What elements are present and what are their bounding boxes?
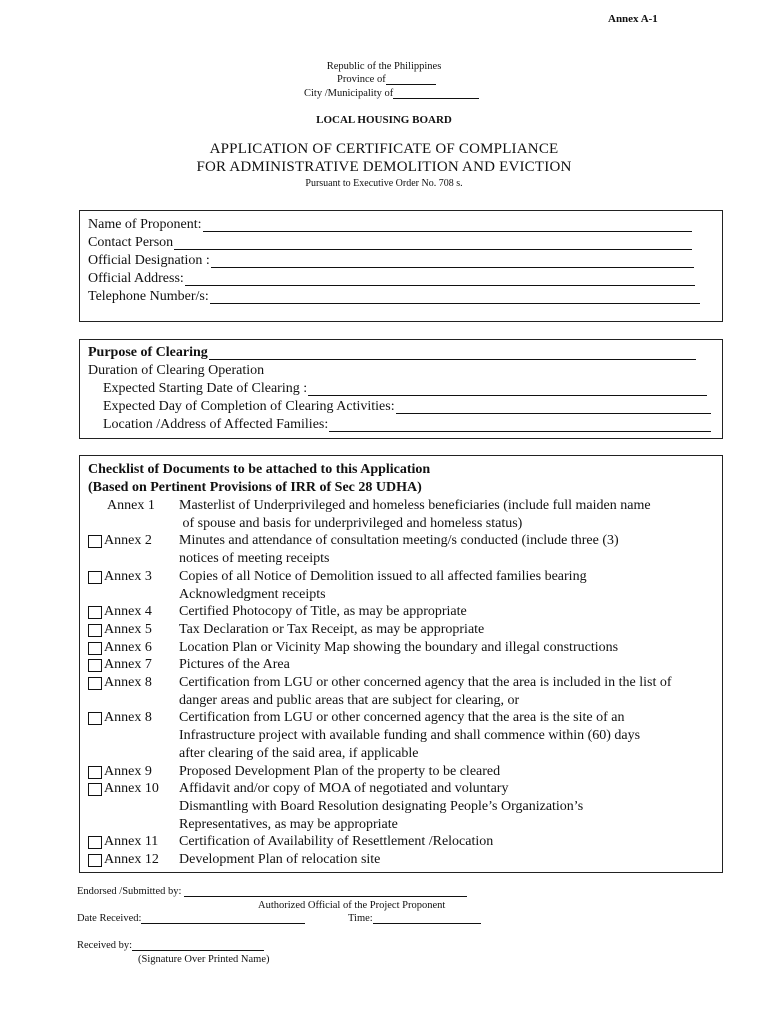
annex-checkbox[interactable] — [88, 535, 102, 548]
location-blank[interactable] — [329, 416, 711, 432]
annex-item-label: Annex 9 — [104, 763, 152, 779]
official-address-blank[interactable] — [185, 270, 695, 286]
annex-item-label: Annex 3 — [104, 568, 152, 584]
start-date-row[interactable] — [103, 380, 707, 398]
purpose-section — [79, 339, 723, 439]
annex-item-description: Minutes and attendance of consultation meeting/s conducted (include three (3) — [179, 533, 619, 549]
annex-item-description: Pictures of the Area — [179, 657, 290, 673]
annex-checkbox[interactable] — [88, 854, 102, 867]
annex-item-description: Certified Photocopy of Title, as may be appropriate — [179, 604, 467, 620]
annex-item-description: danger areas and public areas that are subject for clearing, or — [179, 692, 520, 708]
official-designation-row[interactable] — [88, 252, 694, 270]
annex-checkbox[interactable] — [88, 606, 102, 619]
annex-item-description: Certification from LGU or other concerned agency that the area is included in the list of — [179, 675, 672, 690]
annex-checkbox[interactable] — [88, 836, 102, 849]
annex-item-description: after clearing of the said area, if applicable — [179, 745, 419, 761]
time-label: Time: — [348, 913, 373, 924]
telephone-row[interactable] — [88, 288, 700, 306]
telephone-label: Telephone Number/s: — [88, 289, 209, 304]
annex-checkbox[interactable] — [88, 624, 102, 637]
official-designation-label: Official Designation : — [88, 253, 210, 268]
city-line — [304, 88, 479, 99]
annex-item-label: Annex 5 — [104, 621, 152, 637]
purpose-row[interactable] — [88, 344, 696, 362]
checklist-section — [79, 455, 723, 873]
province-line — [337, 74, 436, 85]
authorized-official-caption: Authorized Official of the Project Proponent — [258, 900, 446, 911]
purpose-label: Purpose of Clearing — [88, 345, 208, 360]
form-title-line2: FOR ADMINISTRATIVE DEMOLITION AND EVICTION — [196, 159, 572, 175]
annex-item-description: Representatives, as may be appropriate — [179, 816, 398, 832]
form-subtitle: Pursuant to Executive Order No. 708 s. — [305, 178, 463, 189]
annex-checkbox[interactable] — [88, 642, 102, 655]
annex-item-label: Annex 6 — [104, 639, 152, 655]
republic-line: Republic of the Philippines — [326, 61, 442, 72]
province-blank[interactable] — [386, 84, 436, 85]
completion-row[interactable] — [103, 398, 711, 416]
official-address-label: Official Address: — [88, 271, 184, 286]
annex-label: Annex A-1 — [608, 13, 658, 25]
annex-item-label: Annex 11 — [104, 834, 159, 850]
contact-person-label: Contact Person — [88, 235, 174, 250]
endorsed-line — [77, 886, 467, 897]
annex-item-label: Annex 2 — [104, 533, 152, 549]
endorsed-blank[interactable] — [184, 896, 467, 897]
signature-caption: (Signature Over Printed Name) — [138, 954, 270, 965]
annex-item-description: Dismantling with Board Resolution designating People’s Organization’s — [179, 798, 584, 814]
endorsed-label: Endorsed /Submitted by: — [77, 886, 182, 897]
proponent-section — [79, 210, 723, 322]
annex-item-description: Location Plan or Vicinity Map showing the boundary and illegal constructions — [179, 639, 619, 655]
annex-item-description: of spouse and basis for underprivileged and homeless status) — [179, 515, 523, 531]
received-by-label: Received by: — [77, 940, 133, 951]
official-address-row[interactable] — [88, 270, 695, 288]
proponent-name-label: Name of Proponent: — [88, 217, 202, 232]
annex-item-description: Certification from LGU or other concerned agency that the area is the site of an — [179, 710, 625, 726]
form-title-line1: APPLICATION OF CERTIFICATE OF COMPLIANCE — [209, 141, 559, 157]
board-title: LOCAL HOUSING BOARD — [316, 114, 452, 126]
annex-checkbox[interactable] — [88, 783, 102, 796]
date-received-label: Date Received: — [77, 913, 142, 924]
location-label: Location /Address of Affected Families: — [103, 417, 329, 432]
date-received-line — [77, 913, 305, 924]
telephone-blank[interactable] — [210, 288, 700, 304]
annex-item-label: Annex 1 — [107, 498, 155, 513]
annex-item-description: Proposed Development Plan of the property to be cleared — [179, 763, 501, 779]
annex-item-label: Annex 4 — [104, 604, 152, 620]
time-line — [348, 913, 481, 924]
completion-blank[interactable] — [396, 398, 711, 414]
annex-item-description: Infrastructure project with available funding and shall commence within (60) days — [179, 728, 641, 744]
duration-label: Duration of Clearing Operation — [88, 363, 265, 378]
province-label: Province of — [337, 74, 386, 85]
city-label: City /Municipality of — [304, 88, 394, 99]
checklist-heading: Checklist of Documents to be attached to this Application — [88, 462, 431, 477]
annex-checkbox[interactable] — [88, 677, 102, 690]
annex-item-description: Acknowledgment receipts — [179, 586, 326, 602]
annex-checkbox[interactable] — [88, 712, 102, 725]
completion-label: Expected Day of Completion of Clearing Activities: — [103, 399, 395, 414]
annex-item-description: Copies of all Notice of Demolition issued to all affected families bearing — [179, 568, 587, 584]
annex-checkbox[interactable] — [88, 659, 102, 672]
proponent-name-row[interactable] — [88, 216, 692, 234]
official-designation-blank[interactable] — [211, 252, 694, 268]
city-blank[interactable] — [393, 98, 479, 99]
received-by-blank[interactable] — [132, 950, 264, 951]
annex-item-label: Annex 7 — [104, 657, 152, 673]
annex-item-description: notices of meeting receipts — [179, 551, 330, 567]
contact-person-blank[interactable] — [174, 234, 692, 250]
annex-checkbox[interactable] — [88, 766, 102, 779]
annex-item-label: Annex 8 — [104, 710, 152, 726]
annex-item-description: Masterlist of Underprivileged and homeless beneficiaries (include full maiden name — [179, 498, 651, 513]
annex-item-description: Tax Declaration or Tax Receipt, as may be appropriate — [179, 621, 485, 637]
time-blank[interactable] — [373, 923, 481, 924]
start-date-label: Expected Starting Date of Clearing : — [103, 381, 308, 396]
purpose-blank[interactable] — [209, 344, 696, 360]
annex-item-description: Development Plan of relocation site — [179, 852, 381, 867]
location-row[interactable] — [103, 416, 711, 434]
annex-item-label: Annex 8 — [104, 675, 152, 690]
annex-item-description: Certification of Availability of Resettlement /Relocation — [179, 834, 494, 850]
checklist-subheading: (Based on Pertinent Provisions of IRR of Sec 28 UDHA) — [88, 480, 422, 495]
contact-person-row[interactable] — [88, 234, 692, 252]
date-received-blank[interactable] — [141, 923, 305, 924]
annex-checkbox[interactable] — [88, 571, 102, 584]
annex-item-label: Annex 12 — [104, 852, 159, 867]
start-date-blank[interactable] — [308, 380, 707, 396]
proponent-name-blank[interactable] — [203, 216, 692, 232]
annex-item-label: Annex 10 — [104, 781, 159, 797]
annex-item-description: Affidavit and/or copy of MOA of negotiated and voluntary — [179, 781, 509, 797]
received-by-line — [77, 940, 264, 951]
